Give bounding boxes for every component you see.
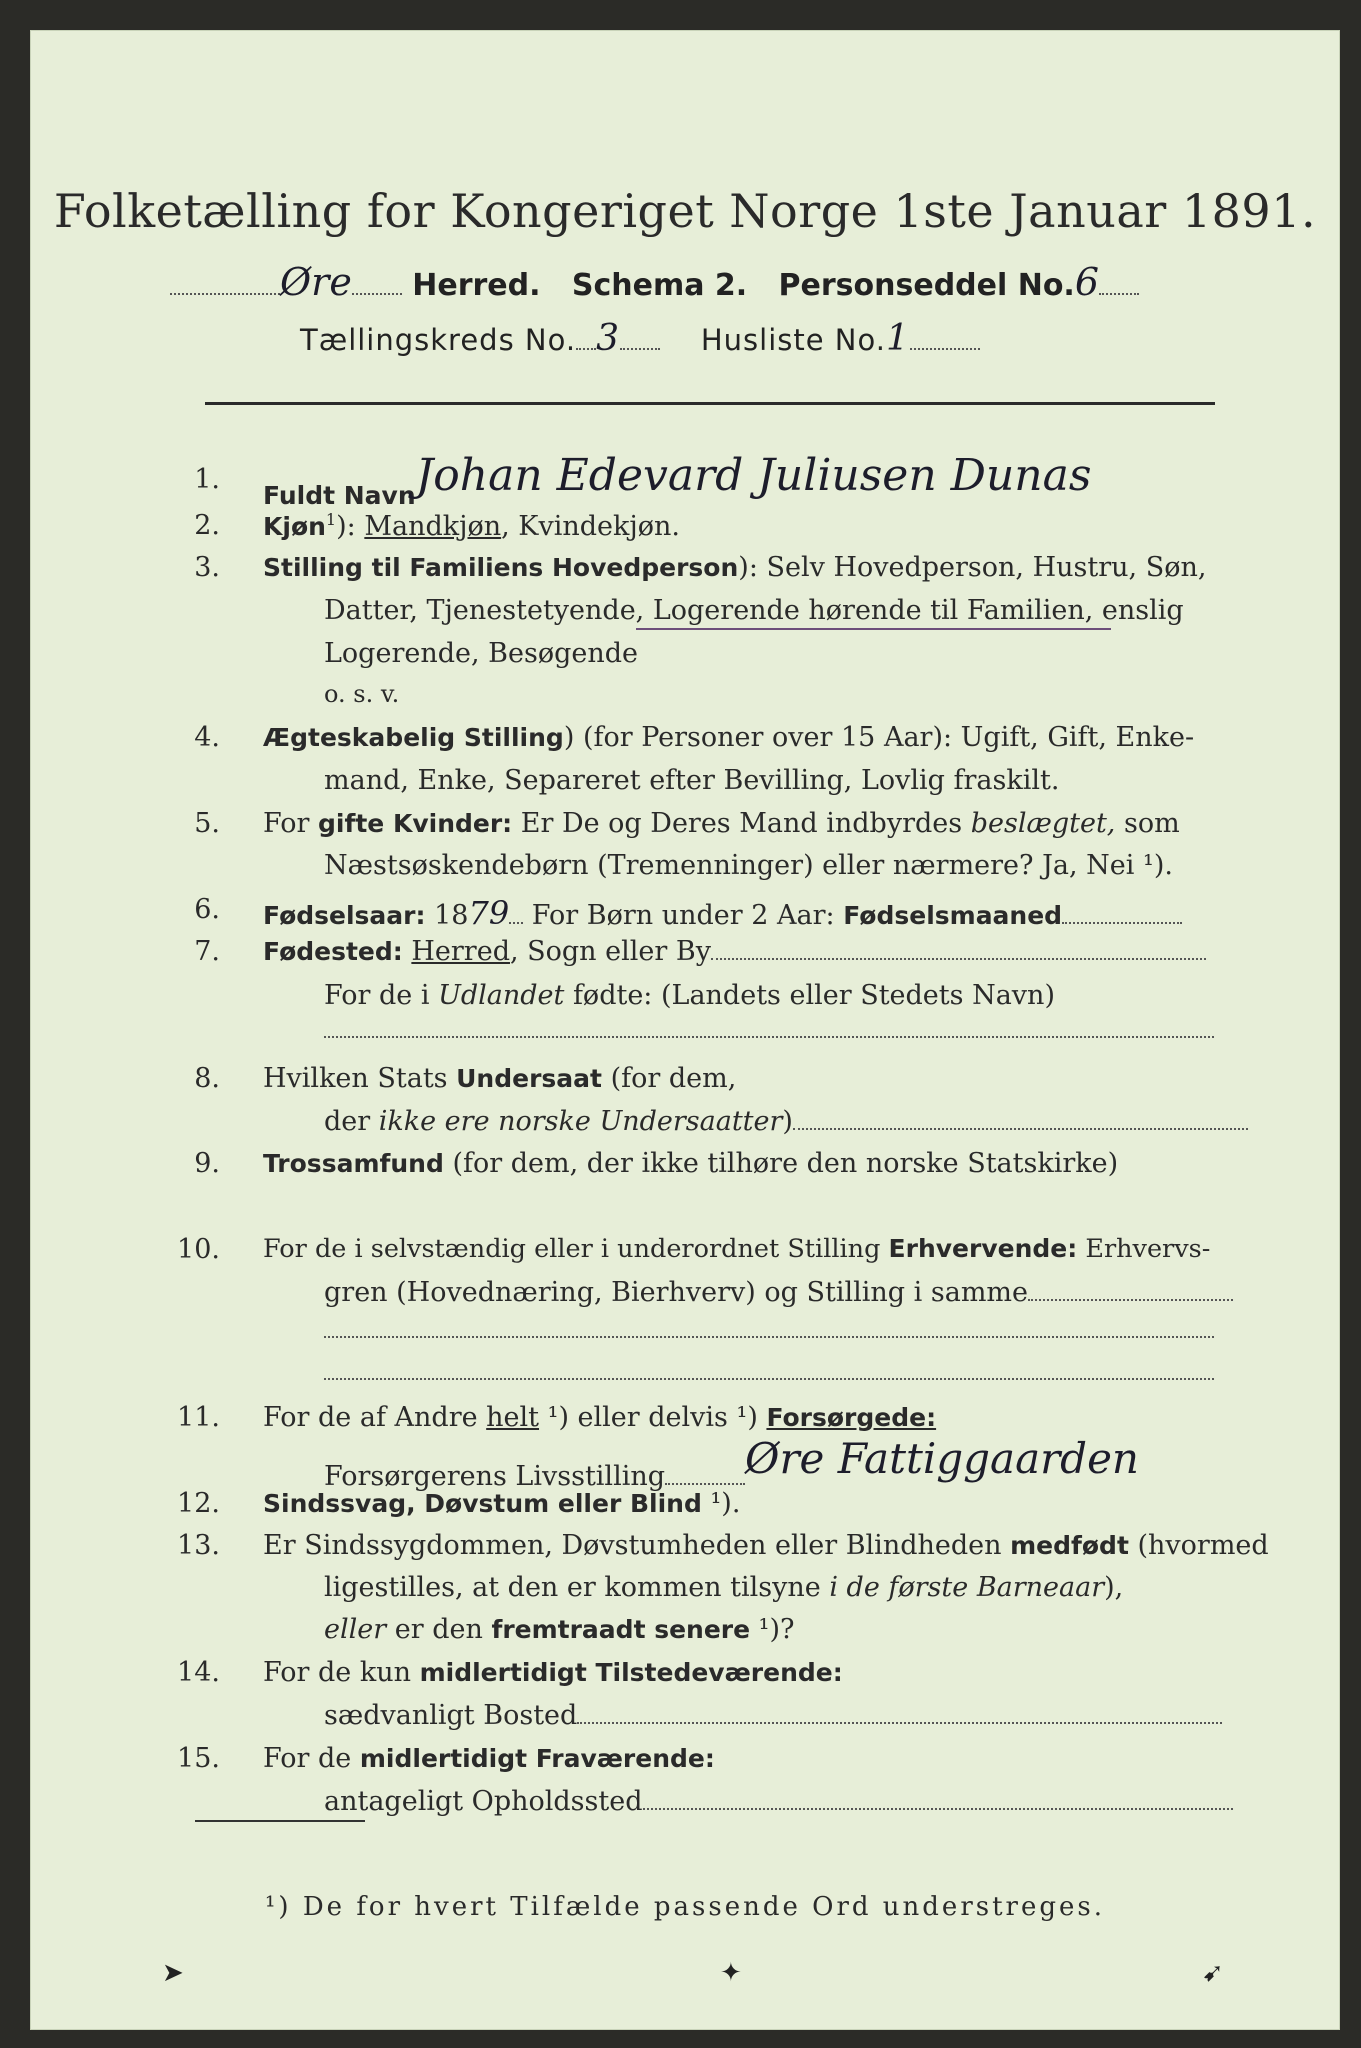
birthplace-option-herred-underlined: Herred <box>411 936 510 967</box>
full-name-value: Johan Edevard Juliusen Dunas <box>415 450 1092 501</box>
herred-line <box>170 260 1139 304</box>
occupation-blank-1 <box>324 1336 1214 1338</box>
pin-mark-center: ✦ <box>720 1958 742 1988</box>
footnote: ¹) De for hvert Tilfælde passende Ord understreges. <box>264 1892 1105 1922</box>
provider-occupation-value: Øre Fattiggaarden <box>745 1434 1139 1483</box>
pin-mark-left: ➤ <box>162 1958 184 1988</box>
kreds-line <box>300 318 980 359</box>
birthplace-abroad-blank <box>324 1036 1214 1038</box>
sex-option-male-underlined: Mandkjøn <box>364 511 502 542</box>
kreds-value: 3 <box>596 318 620 359</box>
personseddel-label: Personseddel No. <box>778 268 1075 303</box>
family-position-underline <box>636 628 1111 630</box>
herred-value: Øre <box>280 260 352 304</box>
occupation-blank-2 <box>324 1378 1214 1380</box>
kreds-label: Tællingskreds No. <box>300 323 577 357</box>
pin-mark-right: ➹ <box>1202 1958 1224 1988</box>
schema-label: Schema 2. <box>571 268 748 303</box>
supported-option-helt-underlined: helt <box>486 1402 540 1433</box>
header-divider <box>205 402 1215 405</box>
footnote-divider <box>195 1820 365 1822</box>
herred-label: Herred. <box>412 268 541 303</box>
form-title: Folketælling for Kongeriget Norge 1ste Januar 1891. <box>53 184 1317 238</box>
birth-year-value: 79 <box>468 894 510 932</box>
husliste-label: Husliste No. <box>700 323 886 357</box>
husliste-value: 1 <box>885 318 910 359</box>
personseddel-value: 6 <box>1074 260 1100 304</box>
census-form-sheet: Folketælling for Kongeriget Norge 1ste Januar 1891. Øre Herred. Schema 2. Personseddel No.6 Tællingskreds No. 3 Husliste No.1 1. Fuldt NavnJohan Edevard Juliusen Dunas 2. Kjøn$^1$): Mandkjøn, Kvindekjøn. 3. Stilling til Familiens Hovedperson): Selv Hovedperson, Hustru, Søn, Datter, Tjenestetyende, Logerende hørende til Familien, enslig Logerende, Besøgende o. s. v. 4. Ægteskabelig Stilling) (for Personer over 15 Aar): Ugift, Gift, Enke- mand, Enke, Separeret efter Bevilling, Lovlig fraskilt. 5. For gifte Kvinder: Er De og Deres Mand indbyrdes beslægtet, som Næstsøskendebørn (Tremenninger) eller nærmere? Ja, Nei ¹). 6. Fødselsaar: 1879 For Børn under 2 Aar: Fødselsmaaned 7. Fødested: Herred, Sogn eller By For de i Udlandet fødte: (Landets eller Stedets Navn) 8. Hvilken Stats Undersaat (for dem, der ikke ere norske Undersaatter) 9. Trossamfund (for dem, der ikke tilhøre den norske Statskirke) 10. For de i selvstændig eller i underordnet Stilling Erhvervende: Erhvervs- gren (Hovednæring, Bierhverv) og Stilling i samme 11. For de af Andre helt ¹) eller delvis ¹) Forsørgede: Forsørgerens Livsstilling Øre Fattiggaarden 12. Sindssvag, Døvstum eller Blind ¹). 13. Er Sindssygdommen, Døvstumheden eller Blindheden medfødt (hvormed ligestilles, at den er kommen tilsyne i de første Barneaar), eller er den fremtraadt senere ¹)? 14. For de kun midlertidigt Tilstedeværende: sædvanligt Bosted 15. For de midlertidigt Fraværende: antageligt Opholdssted ¹) De for hvert Tilfælde passende Ord understreges. ➤ ✦ ➹ <box>30 30 1340 2030</box>
